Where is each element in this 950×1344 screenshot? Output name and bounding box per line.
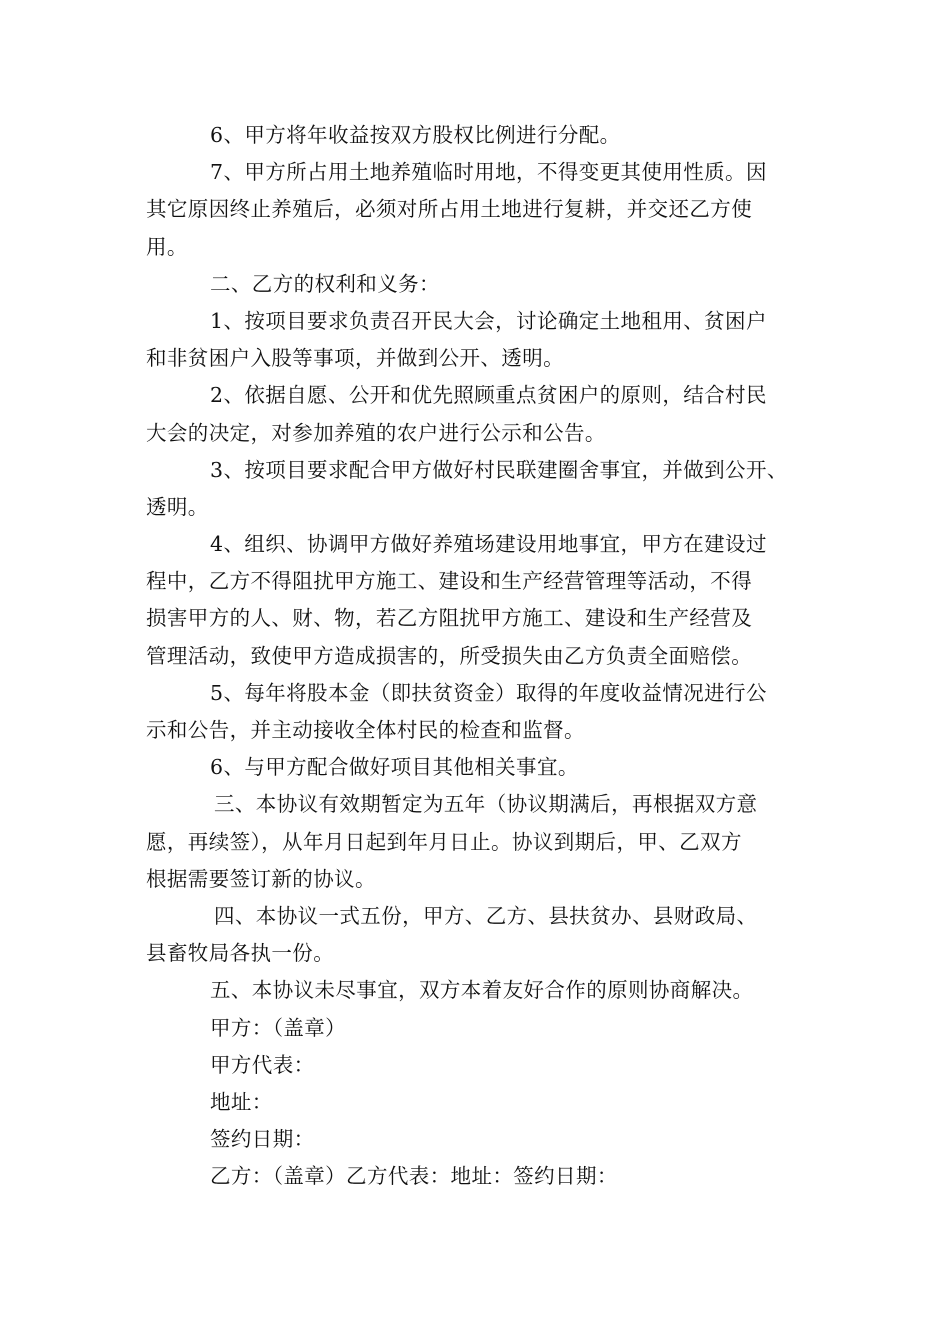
signature-party-a: 甲方：（盖章） — [210, 1015, 347, 1040]
clause-line: 6、与甲方配合做好项目其他相关事宜。 — [210, 755, 579, 780]
signature-date: 签约日期： — [210, 1127, 315, 1152]
clause-line: 管理活动，致使甲方造成损害的，所受损失由乙方负责全面赔偿。 — [146, 643, 753, 668]
clause-line: 其它原因终止养殖后，必须对所占用土地进行复耕，并交还乙方使 — [146, 197, 753, 222]
section-heading: 五、本协议未尽事宜，双方本着友好合作的原则协商解决。 — [210, 978, 754, 1003]
clause-line: 4、组织、协调甲方做好养殖场建设用地事宜，甲方在建设过 — [210, 532, 767, 557]
clause-line: 透明。 — [146, 494, 209, 519]
signature-party-b: 乙方：（盖章）乙方代表：地址：签约日期： — [210, 1164, 618, 1189]
clause-line: 根据需要签订新的协议。 — [146, 866, 376, 891]
clause-line: 7、甲方所占用土地养殖临时用地，不得变更其使用性质。因 — [210, 160, 767, 185]
signature-address: 地址： — [210, 1089, 273, 1114]
clause-line: 程中，乙方不得阻扰甲方施工、建设和生产经营管理等活动，不得 — [146, 569, 753, 594]
clause-line: 用。 — [146, 234, 188, 259]
clause-line: 示和公告，并主动接收全体村民的检查和监督。 — [146, 718, 585, 742]
clause-line: 和非贫困户入股等事项，并做到公开、透明。 — [146, 346, 564, 371]
clause-line: 愿，再续签），从年月日起到年月日止。协议到期后，甲、乙双方 — [146, 829, 742, 854]
section-heading: 二、乙方的权利和义务： — [210, 271, 440, 296]
clause-line: 2、依据自愿、公开和优先照顾重点贫困户的原则，结合村民 — [210, 383, 767, 408]
clause-line: 县畜牧局各执一份。 — [146, 941, 335, 966]
clause-line: 大会的决定，对参加养殖的农户进行公示和公告。 — [146, 420, 606, 445]
clause-line: 3、按项目要求配合甲方做好村民联建圈舍事宜，并做到公开、 — [210, 457, 788, 482]
clause-line: 5、每年将股本金（即扶贫资金）取得的年度收益情况进行公 — [210, 680, 767, 705]
clause-line: 6、甲方将年收益按双方股权比例进行分配。 — [210, 123, 621, 147]
section-heading: 四、本协议一式五份，甲方、乙方、县扶贫办、县财政局、 — [214, 903, 758, 928]
signature-party-a-representative: 甲方代表： — [210, 1052, 315, 1077]
clause-line: 1、按项目要求负责召开民大会，讨论确定土地租用、贫困户 — [210, 308, 767, 333]
section-heading: 三、本协议有效期暂定为五年（协议期满后，再根据双方意 — [214, 792, 758, 817]
document-body — [146, 117, 818, 1195]
clause-line: 损害甲方的人、财、物，若乙方阻扰甲方施工、建设和生产经营及 — [146, 606, 753, 631]
